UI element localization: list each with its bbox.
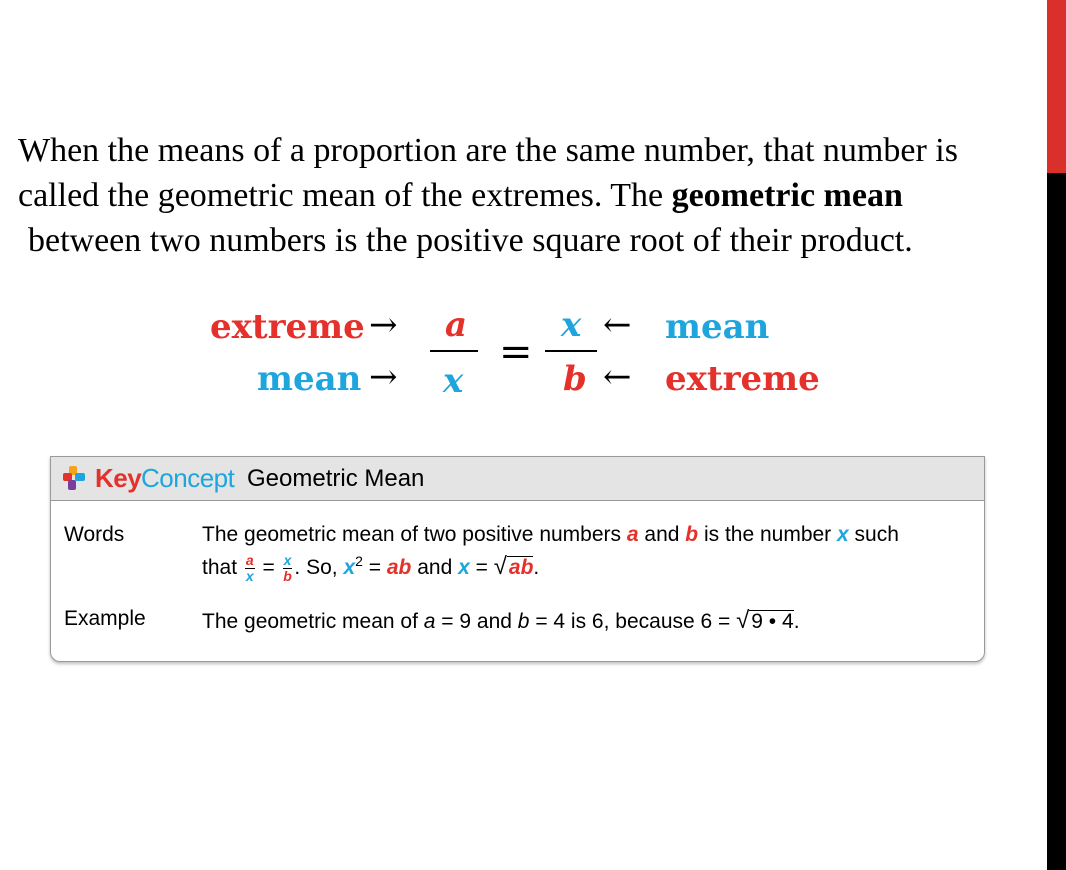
logo-text-key: Key	[95, 463, 142, 493]
var-x-squared: x	[343, 556, 356, 580]
arrow-right-icon: →	[369, 305, 398, 345]
paragraph-line-2	[18, 173, 1048, 218]
exponent-2: 2	[355, 553, 363, 570]
paragraph-line-3: between two numbers is the positive square root of their product.	[28, 222, 913, 259]
fraction-denominator: b	[283, 568, 292, 584]
words-text-4: such	[848, 523, 899, 546]
var-a-inline: a	[626, 523, 639, 546]
example-text-1: The geometric mean of	[202, 610, 424, 633]
fraction-bar-right	[545, 350, 597, 352]
paragraph-line-2-text: called the geometric mean of the extremes. The	[18, 177, 672, 214]
words-text-2: and	[638, 523, 686, 546]
side-accent-black	[1047, 173, 1066, 870]
var-x-left: x	[443, 361, 464, 401]
fraction-x-over-b	[283, 553, 293, 584]
words-and: and	[411, 556, 459, 580]
words-that: that	[202, 556, 243, 580]
key-concept-header	[51, 457, 984, 501]
var-b-inline: b	[685, 523, 699, 546]
fraction-bar-left	[430, 350, 478, 352]
fraction-a-over-x	[245, 553, 255, 584]
equals-sign: =	[499, 329, 533, 375]
arrow-left-icon: ←	[603, 357, 632, 397]
square-root-icon: √	[493, 553, 507, 581]
example-period: .	[793, 610, 800, 633]
words-line-1	[202, 523, 899, 547]
proportion-diagram	[205, 305, 825, 415]
example-text-3: = 4 is 6, because 6 =	[529, 610, 737, 633]
square-root-icon: √	[736, 607, 750, 634]
arrow-right-icon: →	[369, 357, 398, 397]
var-b: b	[563, 359, 587, 399]
key-concept-logo-icon	[63, 466, 85, 490]
geometric-mean-term: geometric mean	[671, 177, 903, 214]
label-mean-left: mean	[257, 359, 362, 399]
label-extreme-left: extreme	[210, 307, 365, 347]
words-line-2	[202, 553, 539, 584]
label-extreme-right: extreme	[665, 359, 820, 399]
paragraph-line-1: When the means of a proportion are the same number, that number is	[18, 132, 958, 169]
fraction-numerator: a	[245, 552, 254, 568]
words-text-1: The geometric mean of two positive numbers	[202, 523, 627, 546]
definition-paragraph	[18, 128, 1048, 263]
label-mean-right: mean	[665, 307, 770, 347]
var-x-inline: x	[837, 523, 849, 546]
example-label: Example	[64, 607, 146, 630]
example-line	[202, 607, 800, 635]
key-concept-title: Geometric Mean	[247, 465, 425, 492]
fraction-denominator: x	[245, 568, 254, 584]
words-period: .	[533, 556, 540, 580]
fraction-numerator: x	[283, 552, 292, 568]
example-text-2: = 9 and	[435, 610, 518, 633]
example-radicand: 9 • 4	[751, 610, 794, 633]
arrow-left-icon: ←	[603, 305, 632, 345]
var-a: a	[445, 305, 468, 345]
var-x-result: x	[458, 556, 470, 580]
example-var-b: b	[517, 610, 530, 633]
key-concept-box	[50, 456, 985, 662]
words-label: Words	[64, 523, 125, 546]
example-var-a: a	[423, 610, 436, 633]
equals-sign: =	[256, 556, 281, 580]
product-ab: ab	[386, 556, 412, 580]
var-x-right: x	[561, 305, 582, 345]
words-so: . So,	[294, 556, 344, 580]
radicand-ab: ab	[508, 556, 534, 580]
equals-sign: =	[362, 556, 387, 580]
side-accent-red	[1047, 0, 1066, 173]
equals-sign: =	[469, 556, 494, 580]
words-text-3: is the number	[698, 523, 838, 546]
logo-text-concept: Concept	[141, 463, 235, 493]
